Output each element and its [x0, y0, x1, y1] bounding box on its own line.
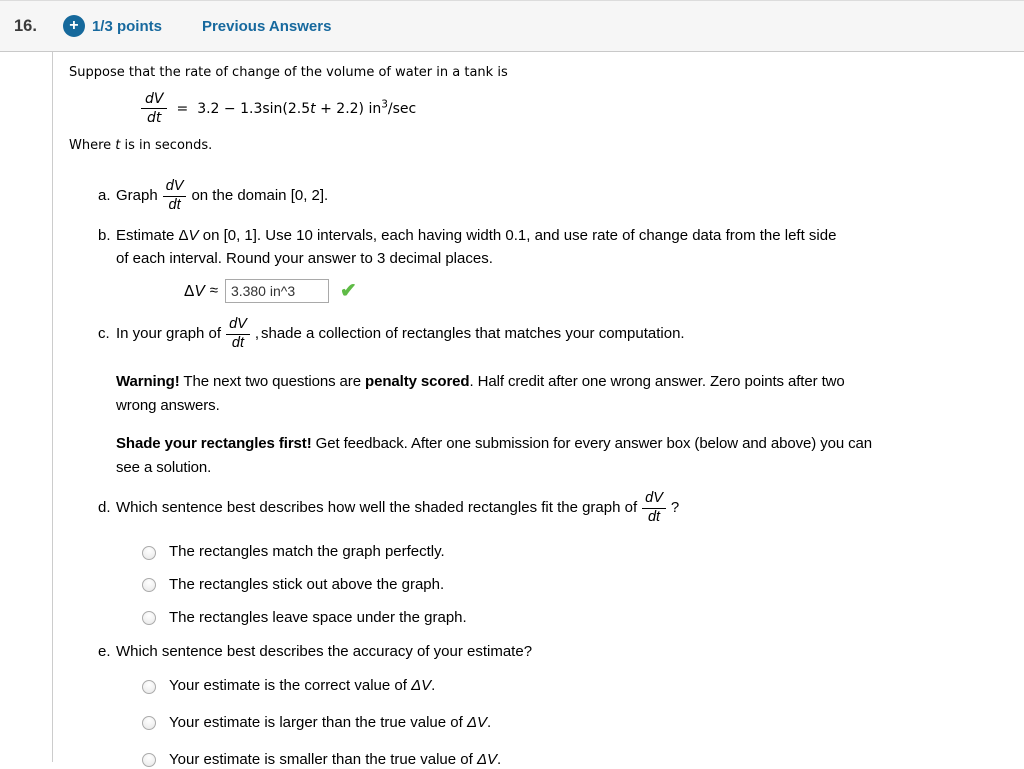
- radio-button[interactable]: [142, 546, 156, 560]
- dv-dt-fraction: $\frac{dV}{dt}$: [163, 179, 187, 214]
- warning-note: Warning! The next two questions are penalty scored. Half credit after one wrong answer. Zero points after two wrong answers.: [116, 373, 845, 415]
- answer-input[interactable]: [225, 279, 329, 303]
- equals-sign: =: [176, 100, 189, 117]
- formula-rhs: 3.2 − 1.3sin(2.5t + 2.2) $in^3/\sec$: [197, 97, 417, 117]
- question-body: [52, 52, 1024, 768]
- part-a-text-1: Graph: [116, 186, 158, 204]
- answer-lhs: ΔV: [184, 282, 205, 300]
- rate-formula: [141, 91, 1004, 126]
- option-rectangles-leave-space[interactable]: [142, 609, 978, 628]
- part-d-text-1: Which sentence best describes how well the shaded rectangles fit the graph of: [116, 498, 638, 516]
- part-e: [98, 643, 978, 662]
- approx-sign: ≈: [209, 281, 218, 299]
- option-label: Your estimate is larger than the true value of ΔV.: [169, 713, 492, 731]
- dv-dt-fraction: [141, 91, 167, 126]
- part-a-label: a.: [98, 186, 111, 204]
- radio-button[interactable]: [142, 716, 156, 730]
- part-d: [98, 487, 978, 529]
- plus-glyph: +: [69, 17, 79, 34]
- fraction-numerator: dV: [141, 91, 167, 109]
- part-c-text-2: shade a collection of rectangles that matches your computation.: [261, 324, 685, 342]
- option-estimate-smaller[interactable]: [142, 751, 978, 769]
- points-label: 1/3 points: [91, 17, 162, 35]
- part-c: [98, 312, 978, 356]
- option-label: Your estimate is smaller than the true value of ΔV.: [169, 750, 502, 768]
- question-header: [0, 0, 1024, 52]
- option-label: The rectangles match the graph perfectly.: [169, 543, 445, 561]
- part-c-label: c.: [98, 324, 110, 342]
- radio-button[interactable]: [142, 753, 156, 767]
- previous-answers-link[interactable]: Previous Answers: [201, 17, 332, 35]
- option-label: The rectangles stick out above the graph.: [169, 575, 445, 593]
- problem-intro: Suppose that the rate of change of the volume of water in a tank is: [69, 65, 508, 80]
- option-rectangles-stick-out[interactable]: [142, 576, 978, 595]
- option-estimate-larger[interactable]: [142, 714, 978, 733]
- part-a: [98, 174, 978, 218]
- where-line: Where t is in seconds.: [69, 138, 213, 154]
- part-c-comma: ,: [254, 324, 259, 342]
- radio-button[interactable]: [142, 578, 156, 592]
- plus-expand-icon[interactable]: [63, 15, 85, 37]
- part-b-text: Estimate ΔV on [0, 1]. Use 10 intervals, each having width 0.1, and use rate of change data from the left side of each interval. Round your answer to 3 decimal places.: [116, 227, 837, 268]
- part-c-text-1: In your graph of: [116, 324, 222, 342]
- part-d-options: [142, 543, 978, 627]
- dv-dt-fraction: $\frac{dV}{dt}$: [642, 491, 666, 526]
- part-a-text-2: on the domain [0, 2].: [191, 186, 329, 204]
- option-estimate-correct[interactable]: [142, 677, 978, 696]
- option-rectangles-match[interactable]: [142, 543, 978, 562]
- part-e-label: e.: [98, 643, 111, 661]
- part-d-label: d.: [98, 498, 111, 516]
- part-b-label: b.: [98, 227, 111, 245]
- fraction-denominator: dt: [147, 110, 162, 127]
- dv-dt-fraction: $\frac{dV}{dt}$: [226, 317, 250, 352]
- option-label: The rectangles leave space under the graph.: [169, 608, 467, 626]
- part-d-question-mark: ?: [670, 498, 680, 516]
- answer-row: [184, 279, 978, 303]
- exponent: 3: [381, 97, 388, 110]
- question-parts: [98, 174, 978, 769]
- radio-button[interactable]: [142, 611, 156, 625]
- option-label: Your estimate is the correct value of ΔV.: [169, 677, 436, 695]
- radio-button[interactable]: [142, 680, 156, 694]
- part-e-question: Which sentence best describes the accuracy of your estimate?: [116, 643, 533, 661]
- shade-note: Shade your rectangles first! Get feedback. After one submission for every answer box (below and above) you can see a solution.: [116, 435, 873, 477]
- part-e-options: [142, 677, 978, 769]
- part-b: [98, 224, 978, 270]
- question-number: 16.: [14, 16, 37, 35]
- correct-checkmark-icon: ✔: [339, 280, 357, 303]
